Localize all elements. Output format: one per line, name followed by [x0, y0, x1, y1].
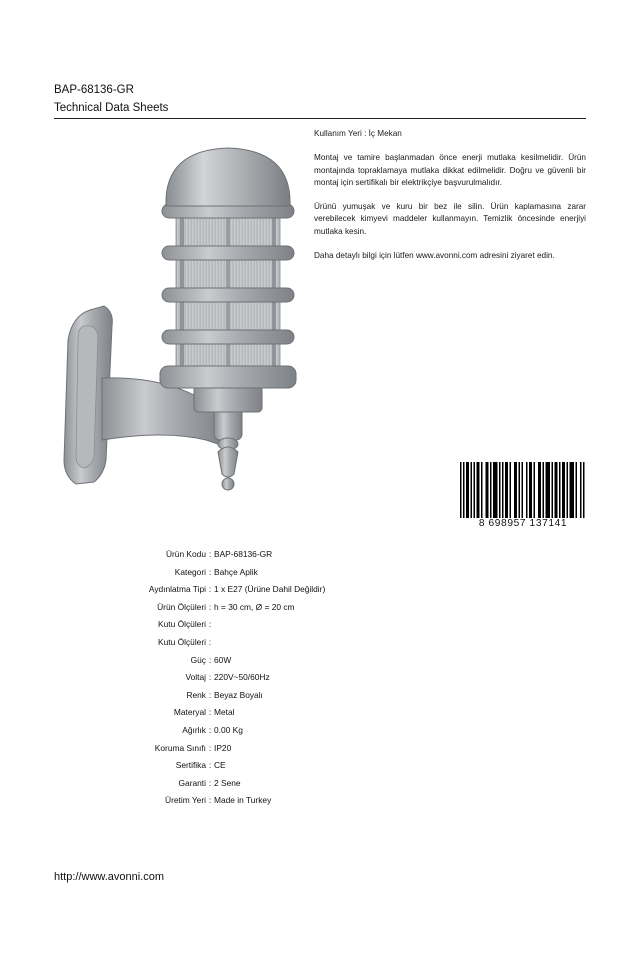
document-subtitle: Technical Data Sheets: [54, 102, 169, 114]
product-code-title: BAP-68136-GR: [54, 84, 134, 96]
spec-value: Beyaz Boyalı: [214, 689, 263, 700]
cleaning-paragraph: Ürünü yumuşak ve kuru bir bez ile silin. Ürün kaplamasına zarar verebilecek kimyevi maddeler kullanmayın. Temizlik öncesinde enerjiyi mutlaka kesin.: [314, 202, 586, 236]
spec-separator: :: [208, 742, 212, 753]
usage-place: Kullanım Yeri : İç Mekan: [314, 129, 402, 138]
spec-label: Kutu Ölçüleri: [158, 619, 206, 630]
header-divider: [54, 118, 586, 119]
spec-label: Aydınlatma Tipi: [148, 584, 206, 595]
spec-value: h = 30 cm, Ø = 20 cm: [214, 601, 295, 612]
spec-label: Ürün Ölçüleri: [157, 601, 206, 612]
spec-separator: :: [208, 566, 212, 577]
spec-separator: :: [208, 777, 212, 788]
spec-separator: :: [208, 689, 212, 700]
spec-label: Garanti: [178, 777, 206, 788]
spec-label: Güç: [190, 654, 206, 665]
spec-value: 1 x E27 (Ürüne Dahil Değildir): [214, 584, 326, 595]
product-image: [56, 140, 306, 500]
lamp-dome: [166, 148, 290, 206]
spec-value: BAP-68136-GR: [214, 549, 273, 559]
barcode-number: 8 698957 137141: [460, 518, 586, 529]
spec-label: Sertifika: [175, 760, 206, 771]
spec-value: CE: [214, 760, 226, 771]
spec-value: 60W: [214, 654, 232, 665]
spec-value: 220V~50/60Hz: [214, 672, 270, 683]
spec-label: Ürün Kodu: [165, 549, 206, 559]
spec-separator: :: [208, 584, 212, 595]
spec-value: Metal: [214, 707, 235, 718]
spec-separator: :: [208, 795, 212, 806]
spec-separator: :: [208, 725, 212, 735]
spec-separator: :: [208, 654, 212, 665]
spec-label: Kutu Ölçüleri: [158, 637, 206, 647]
spec-label: Renk: [186, 689, 206, 700]
spec-separator: :: [208, 549, 212, 559]
spec-separator: :: [208, 707, 212, 718]
spec-value: 2 Sene: [214, 777, 241, 788]
spec-value: IP20: [214, 742, 232, 753]
spec-label: Ağırlık: [182, 725, 206, 735]
spec-label: Materyal: [173, 707, 206, 718]
safety-paragraph: Montaj ve tamire başlanmadan önce enerji mutlaka kesilmelidir. Ürün montajında topraklamaya mutlaka dikkat edilmelidir. Doğru ve güvenli bir montaj için sertifikalı bir elektrikçiye başvurulmalıdır.: [314, 153, 586, 187]
spec-label: Üretim Yeri: [165, 795, 206, 806]
spec-separator: :: [208, 760, 212, 771]
spec-label: Koruma Sınıfı: [154, 742, 206, 753]
spec-separator: :: [208, 637, 212, 647]
spec-label: Voltaj: [185, 672, 206, 683]
spec-value: Bahçe Aplik: [214, 566, 258, 577]
website-paragraph: Daha detaylı bilgi için lütfen www.avonni.com adresini ziyaret edin.: [314, 250, 555, 260]
spec-separator: :: [208, 619, 212, 630]
spec-separator: :: [208, 672, 212, 683]
usage-info: [314, 128, 586, 274]
spec-label: Kategori: [174, 566, 206, 577]
spec-separator: :: [208, 601, 212, 612]
spec-value: Made in Turkey: [214, 795, 272, 806]
spec-value: 0.00 Kg: [214, 725, 243, 735]
footer-website-link[interactable]: http://www.avonni.com: [54, 871, 165, 883]
